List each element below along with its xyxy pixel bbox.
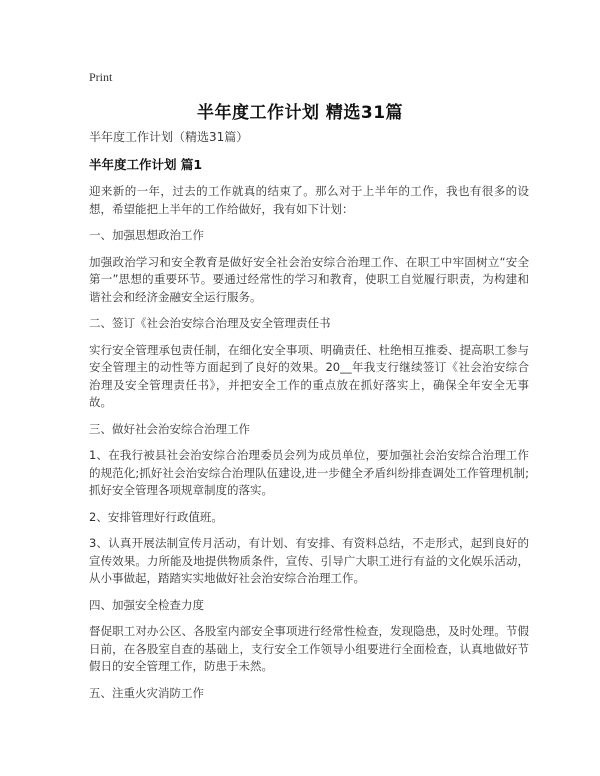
document-body [89, 128, 529, 711]
paragraph-safety-inspection: 督促职工对办公区、各股室内部安全事项进行经常性检查，发现隐患，及时处理。节假日前，在各股室自查的基础上，支行安全工作领导小组要进行全面检查，认真地做好节假日的安全管理工作，防患于未然。 [89, 624, 529, 673]
intro-paragraph: 迎来新的一年，过去的工作就真的结束了。那么对于上半年的工作，我也有很多的设想，希望能把上半年的工作给做好，我有如下计划： [89, 184, 529, 216]
heading-public-security: 三、做好社会治安综合治理工作 [89, 421, 250, 436]
paragraph-public-security-1: 1、在我行被县社会治安综合治理委员会列为成员单位，要加强社会治安综合治理工作的规范化;抓好社会治安综合治理队伍建设,进一步健全矛盾纠纷排查调处工作管理机制;抓好安全管理各项规章制度的落实。 [89, 448, 529, 497]
heading-responsibility-letter: 二、签订《社会治安综合治理及安全管理责任书 [89, 316, 331, 330]
document-subtitle: 半年度工作计划（精选31篇） [89, 130, 249, 144]
heading-safety-inspection: 四、加强安全检查力度 [89, 597, 204, 612]
paragraph-public-security-2: 2、安排管理好行政值班。 [89, 509, 223, 524]
paragraph-responsibility-letter: 实行安全管理承包责任制，在细化安全事项、明确责任、杜绝相互推委、提高职工参与安全管理主的动性等方面起到了良好的效果。20__年我支行继续签订《社会治安综合治理及安全管理责任书》，并把安全工作的重点放在抓好落实上，确保全年安全无事故。 [89, 342, 529, 409]
paragraph-political-work: 加强政治学习和安全教育是做好安全社会治安综合治理工作、在职工中牢固树立“安全第一”思想的重要环节。要通过经常性的学习和教育，使职工自觉履行职责，为构建和谐社会和经济金融安全运行服务。 [89, 254, 529, 304]
print-label[interactable]: Print [89, 70, 113, 84]
paragraph-public-security-3: 3、认真开展法制宣传月活动，有计划、有安排、有资料总结，不走形式，起到良好的宣传效果。力所能及地提供物质条件，宣传、引导广大职工进行有益的文化娱乐活动，从小事做起，踏踏实实地做好社会治安综合治理工作。 [89, 536, 529, 585]
heading-political-work: 一、加强思想政治工作 [89, 228, 204, 242]
section-title: 半年度工作计划 篇1 [89, 157, 203, 172]
page-title: 半年度工作计划 精选31篇 [196, 103, 404, 123]
heading-fire-prevention: 五、注重火灾消防工作 [89, 685, 204, 700]
